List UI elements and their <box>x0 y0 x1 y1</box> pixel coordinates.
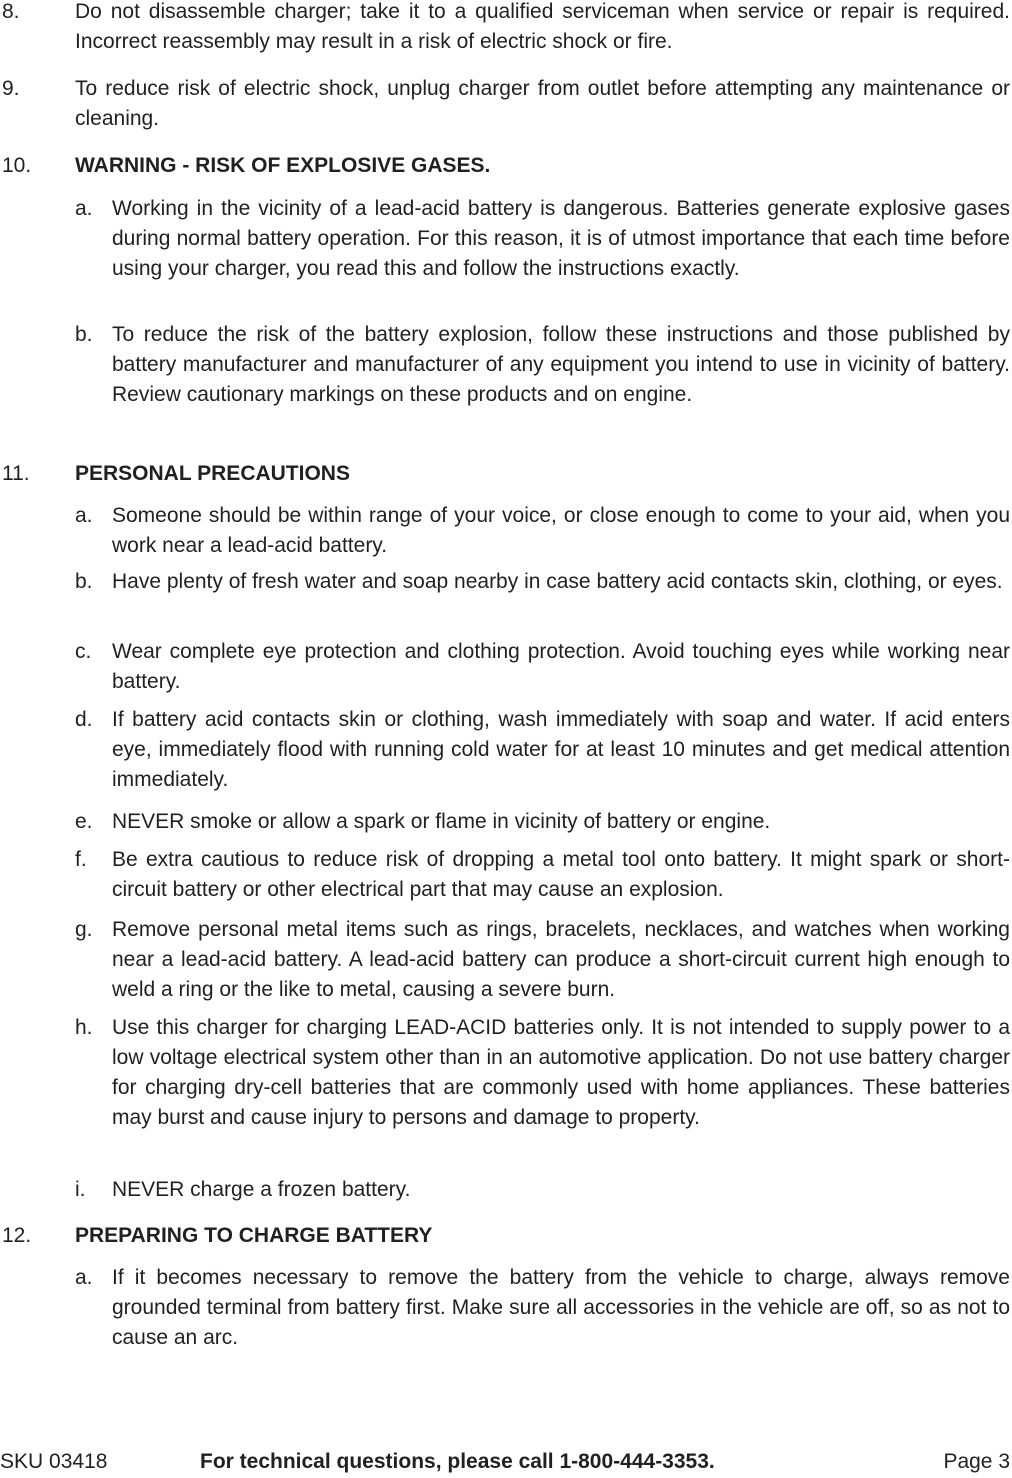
list-item-8 <box>0 0 1010 57</box>
sub-letter: a. <box>75 197 93 220</box>
list-item-11 <box>0 459 1010 489</box>
sub-text: To reduce the risk of the battery explosion, follow these instructions and those published by battery manufacturer and manufacturer of any equipment you intend to use in vicinity of battery. Review cautionary markings on these products and on engine. <box>112 323 1010 406</box>
section-heading: PERSONAL PRECAUTIONS <box>75 462 350 485</box>
list-item-12 <box>0 1221 1010 1251</box>
sub-text: Be extra cautious to reduce risk of dropping a metal tool onto battery. It might spark or short-circuit battery or other electrical part that may cause an explosion. <box>112 848 1010 901</box>
item-text: To reduce risk of electric shock, unplug charger from outlet before attempting any maintenance or cleaning. <box>75 77 1010 130</box>
sub-text: Wear complete eye protection and clothing protection. Avoid touching eyes while working near battery. <box>112 640 1010 693</box>
sub-item-11h <box>0 1013 1010 1133</box>
sub-text: NEVER charge a frozen battery. <box>112 1178 411 1201</box>
item-number: 9. <box>2 77 20 100</box>
sub-letter: i. <box>75 1178 86 1201</box>
sub-letter: c. <box>75 640 92 663</box>
list-item-10 <box>0 151 1010 181</box>
sub-item-11e <box>0 807 1010 837</box>
sub-text: If battery acid contacts skin or clothing, wash immediately with soap and water. If acid enters eye, immediately flood with running cold water for at least 10 minutes and get medical attention immediately. <box>112 708 1010 791</box>
sub-text: Someone should be within range of your voice, or close enough to come to your aid, when you work near a lead-acid battery. <box>112 504 1010 557</box>
sub-letter: g. <box>75 918 93 941</box>
sub-item-11f <box>0 845 1010 905</box>
sub-text: Have plenty of fresh water and soap nearby in case battery acid contacts skin, clothing, or eyes. <box>112 570 1003 593</box>
sub-letter: a. <box>75 1266 93 1289</box>
sub-item-11c <box>0 637 1010 697</box>
section-heading: PREPARING TO CHARGE BATTERY <box>75 1224 433 1247</box>
item-number: 8. <box>2 0 20 23</box>
sub-letter: d. <box>75 708 93 731</box>
list-item-9 <box>0 74 1010 134</box>
technical-support-line: For technical questions, please call 1-800-444-3353. <box>200 1450 715 1473</box>
sub-letter: h. <box>75 1016 93 1039</box>
section-heading: WARNING - RISK OF EXPLOSIVE GASES. <box>75 154 491 177</box>
sub-letter: f. <box>75 848 87 871</box>
sub-letter: b. <box>75 323 93 346</box>
sub-text: Remove personal metal items such as rings, bracelets, necklaces, and watches when working near a lead-acid battery. A lead-acid battery can produce a short-circuit current high enough to weld a ring or the like to metal, causing a severe burn. <box>112 918 1010 1001</box>
sub-item-10a <box>0 194 1010 284</box>
sub-item-11g <box>0 915 1010 1005</box>
page-number: Page 3 <box>943 1450 1010 1473</box>
sub-letter: e. <box>75 810 93 833</box>
sub-item-11d <box>0 705 1010 795</box>
sub-text: NEVER smoke or allow a spark or flame in vicinity of battery or engine. <box>112 810 771 833</box>
item-text: Do not disassemble charger; take it to a qualified serviceman when service or repair is required. Incorrect reassembly may result in a risk of electric shock or fire. <box>75 0 1010 53</box>
item-number: 11. <box>2 462 30 485</box>
sub-text: Use this charger for charging LEAD-ACID batteries only. It is not intended to supply power to a low voltage electrical system other than in an automotive application. Do not use battery charger for charging dry-cell batteries that are commonly used with home appliances. These batteries may burst and cause injury to persons and damage to property. <box>112 1016 1010 1129</box>
sub-item-10b <box>0 320 1010 410</box>
item-number: 10. <box>2 154 32 177</box>
sku-label: SKU 03418 <box>0 1450 108 1473</box>
sub-item-11b <box>0 567 1010 597</box>
sub-letter: a. <box>75 504 93 527</box>
sub-letter: b. <box>75 570 93 593</box>
item-number: 12. <box>2 1224 32 1247</box>
sub-text: If it becomes necessary to remove the battery from the vehicle to charge, always remove grounded terminal from battery first. Make sure all accessories in the vehicle are off, so as not to cause an arc. <box>112 1266 1010 1349</box>
page-footer <box>0 1446 1012 1478</box>
sub-text: Working in the vicinity of a lead-acid battery is dangerous. Batteries generate explosive gases during normal battery operation. For this reason, it is of utmost importance that each time before using your charger, you read this and follow the instructions exactly. <box>112 197 1010 280</box>
sub-item-12a <box>0 1263 1010 1353</box>
sub-item-11a <box>0 501 1010 561</box>
sub-item-11i <box>0 1175 1010 1205</box>
